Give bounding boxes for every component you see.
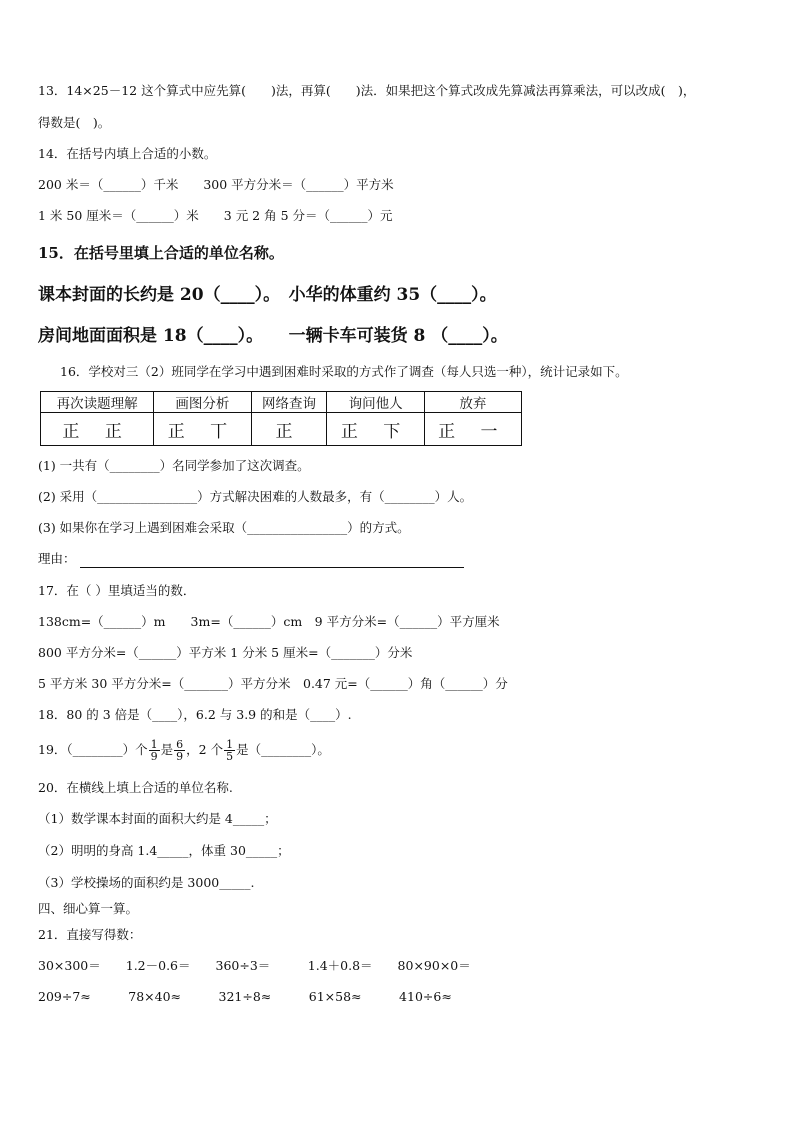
q20-item2: （2）明明的身高 1.4_____，体重 30_____；: [38, 843, 290, 858]
q14-row1: 200 米＝（______）千米 300 平方分米＝（______）平方米: [38, 177, 394, 192]
survey-tally-cell: 正 一: [424, 413, 521, 446]
q15-title: 15．在括号里填上合适的单位名称。: [38, 244, 284, 262]
q17-row2: 800 平方分米=（______）平方米 1 分米 5 厘米=（_______）分米: [38, 645, 413, 660]
q16-sub3: (3) 如果你在学习上遇到困难会采取（________________）的方式。: [38, 520, 410, 535]
q14-title: 14．在括号内填上合适的小数。: [38, 146, 217, 161]
q19-prefix: 19．（________）个: [38, 742, 148, 757]
survey-header-cell: 画图分析: [154, 392, 251, 413]
q21-row2: 209÷7≈ 78×40≈ 321÷8≈ 61×58≈ 410÷6≈: [38, 989, 452, 1004]
survey-header-row: [41, 392, 522, 413]
section-four-heading: 四、细心算一算。: [38, 901, 139, 916]
q21-row1: 30×300＝ 1.2－0.6＝ 360÷3＝ 1.4＋0.8＝ 80×90×0＝: [38, 958, 471, 973]
q16-sub2: (2) 采用（________________）方式解决困难的人数最多，有（________）人。: [38, 489, 473, 504]
q17-title: 17．在（ ）里填适当的数．: [38, 583, 196, 598]
q18: 18．80 的 3 倍是（____），6.2 与 3.9 的和是（____）.: [38, 707, 352, 722]
q20-item3: （3）学校操场的面积约是 3000_____.: [38, 875, 255, 890]
q15-row1: 课本封面的长约是 20（____）。 小华的体重约 35（____）。: [38, 285, 497, 305]
q19-mid: 是: [160, 742, 174, 757]
fraction-six-ninths: $\frac{6}{9}$: [176, 738, 184, 763]
survey-header-cell: 询问他人: [327, 392, 424, 413]
survey-header-cell: 再次读题理解: [41, 392, 154, 413]
survey-tally-cell: 正: [251, 413, 327, 446]
fraction-one-fifth: $\frac{1}{5}$: [226, 738, 234, 763]
survey-tally-cell: 正 下: [327, 413, 424, 446]
survey-header-cell: 放弃: [424, 392, 521, 413]
q19-suffix: 是（________）。: [236, 742, 330, 757]
survey-header-cell: 网络查询: [251, 392, 327, 413]
survey-tally-cell: 正 丅: [154, 413, 251, 446]
q19-mid2: ，2 个: [186, 742, 224, 757]
survey-table: [40, 391, 522, 446]
survey-tally-cell: 正 正: [41, 413, 154, 446]
fraction-one-ninth: $\frac{1}{9}$: [150, 738, 158, 763]
q20-title: 20．在横线上填上合适的单位名称.: [38, 780, 233, 795]
q21-title: 21．直接写得数：: [38, 927, 142, 942]
q19: [38, 737, 330, 763]
q13-line2: 得数是( )。: [38, 115, 111, 130]
q16-reason-label: 理由：: [38, 551, 76, 566]
q16-reason-blank-line: [80, 566, 464, 568]
q17-row1: 138cm=（______）m 3m=（______）cm 9 平方分米=（______）平方厘米: [38, 614, 500, 629]
q16-title: 16．学校对三（2）班同学在学习中遇到困难时采取的方式作了调查（每人只选一种），统计记录如下。: [60, 364, 628, 379]
q15-row2: 房间地面面积是 18（____）。 一辆卡车可装货 8 （____）。: [38, 326, 508, 346]
q16-sub1: (1) 一共有（________）名同学参加了这次调查。: [38, 458, 310, 473]
q13-line1: 13．14×25－12 这个算式中应先算( )法，再算( )法．如果把这个算式改成先算减法再算乘法，可以改成( )，: [38, 83, 696, 98]
survey-tally-row: [41, 413, 522, 446]
q14-row2: 1 米 50 厘米＝（______）米 3 元 2 角 5 分＝（______）元: [38, 208, 393, 223]
q17-row3: 5 平方米 30 平方分米=（_______）平方分米 0.47 元=（______）角（______）分: [38, 676, 508, 691]
q20-item1: （1）数学课本封面的面积大约是 4_____；: [38, 811, 277, 826]
